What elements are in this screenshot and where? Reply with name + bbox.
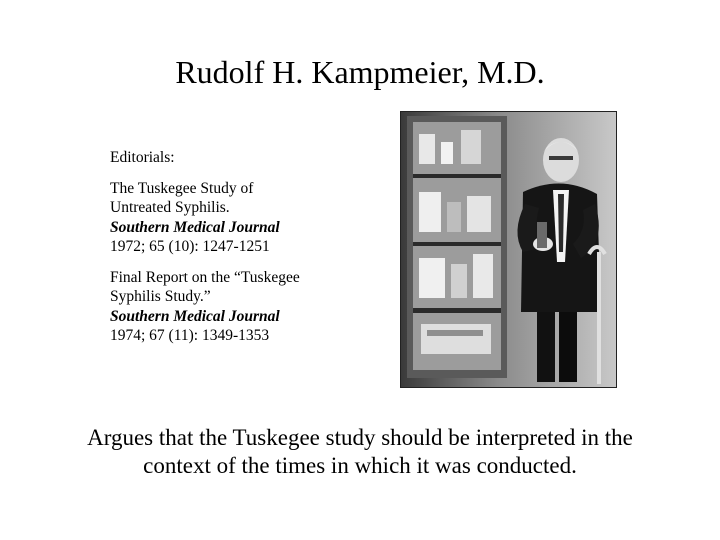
- reference-citation: 1974; 67 (11): 1349-1353: [110, 327, 270, 344]
- references-block: [110, 148, 360, 357]
- references-heading: Editorials:: [110, 149, 175, 166]
- reference-citation: 1972; 65 (10): 1247-1251: [110, 238, 270, 255]
- conclusion-line: context of the times in which it was conducted.: [143, 453, 577, 478]
- portrait-photo-graphic: [401, 112, 616, 387]
- reference-title-line: Final Report on the “Tuskegee: [110, 268, 300, 286]
- reference-item: [110, 268, 360, 346]
- reference-title-line: The Tuskegee Study of: [110, 179, 254, 197]
- slide-title: Rudolf H. Kampmeier, M.D.: [175, 54, 545, 90]
- reference-journal: Southern Medical Journal: [110, 307, 280, 325]
- conclusion-line: Argues that the Tuskegee study should be interpreted in the: [87, 425, 633, 450]
- portrait-photo: [400, 111, 617, 388]
- reference-item: [110, 179, 360, 257]
- reference-title-line: Untreated Syphilis.: [110, 199, 230, 216]
- reference-title-line: Syphilis Study.”: [110, 288, 211, 305]
- reference-journal: Southern Medical Journal: [110, 218, 280, 236]
- conclusion-text: [0, 424, 720, 480]
